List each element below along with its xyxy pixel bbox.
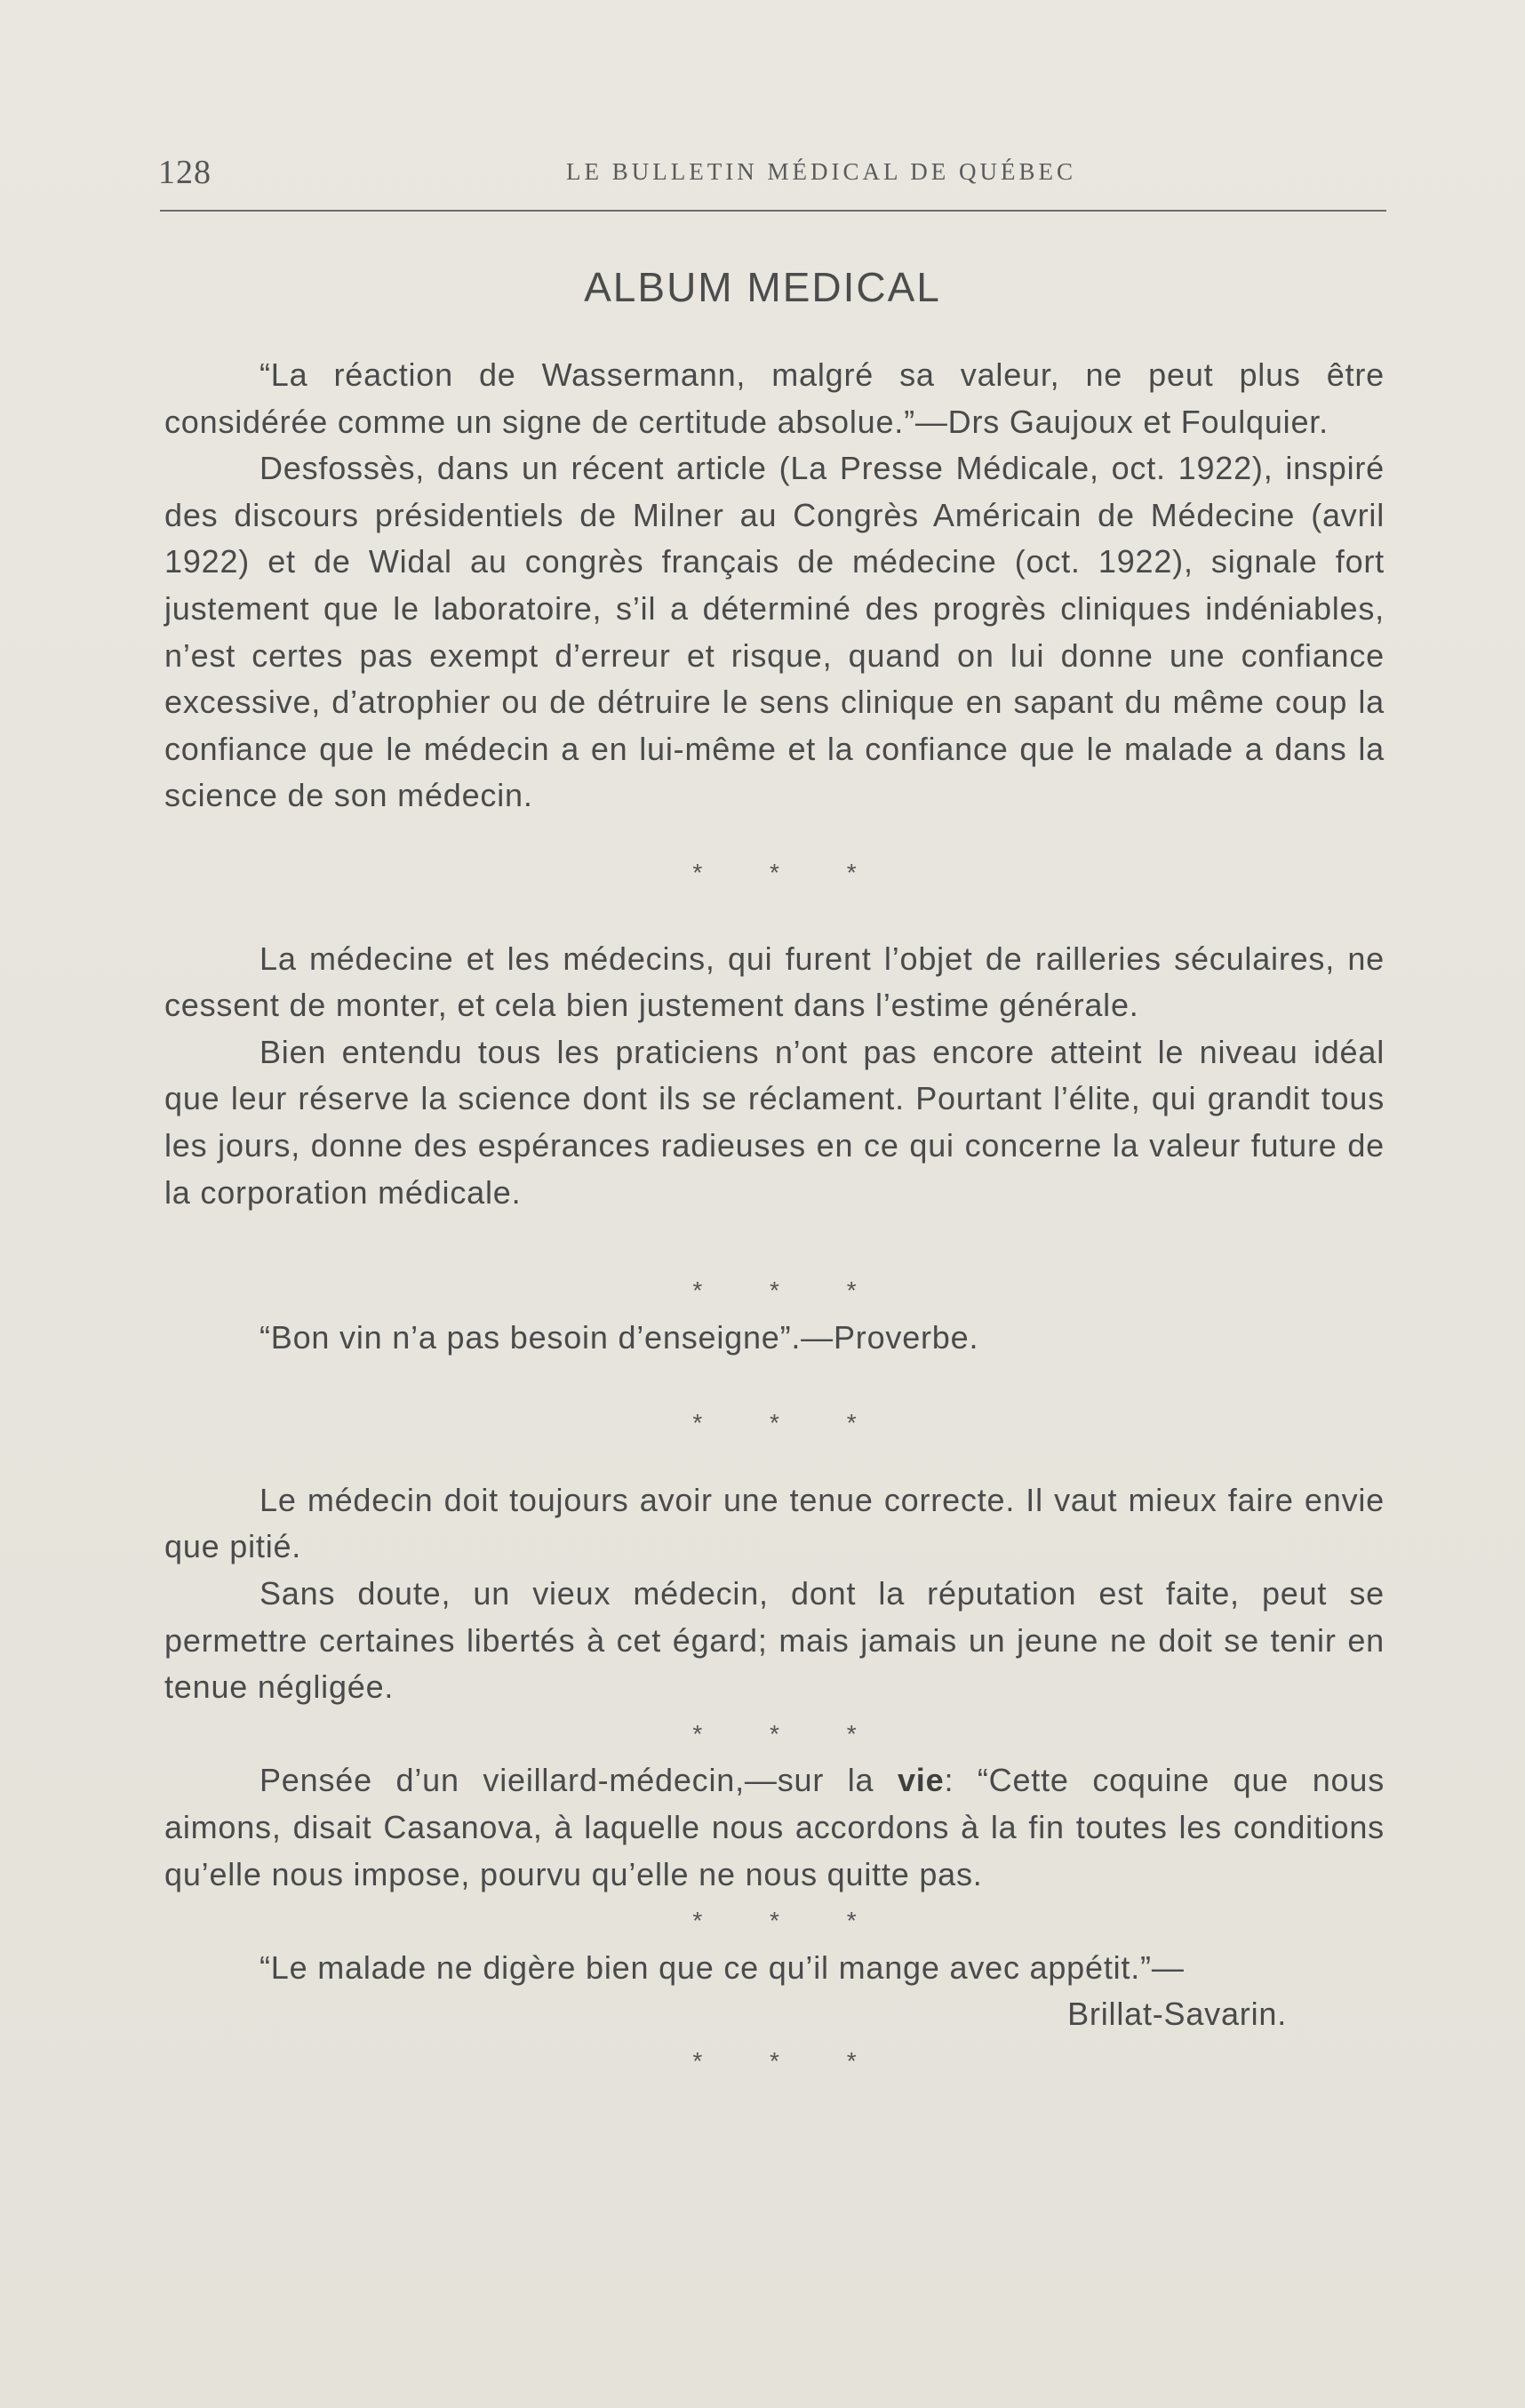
section-separator: * * * — [692, 1276, 887, 1305]
header-rule — [160, 210, 1386, 212]
article-title: ALBUM MEDICAL — [584, 264, 941, 310]
paragraph-desfosses: Desfossès, dans un récent article (La Presse Médicale, oct. 1922), inspiré des discours présidentiels de Milner au Congrès Américain de Médecine (avril 1922) et de Widal au congrès français de médecine (oct. 1922), signale fort justement que le laboratoire, s’il a déterminé des progrès cliniques indéniables, n’est certes pas exempt d’erreur et risque, quand on lui donne une confiance excessive, d’atrophier ou de détruire le sens clinique en sapant du même coup la confiance que le médecin a en lui-même et la confiance que le malade a dans la science de son médecin. — [164, 450, 1385, 814]
paragraph-proverbe: “Bon vin n’a pas besoin d’enseigne”.—Proverbe. — [259, 1318, 979, 1356]
paragraph-vieux-medecin: Sans doute, un vieux médecin, dont la réputation est faite, peut se permettre certaines libertés à cet égard; mais jamais un jeune ne doit se tenir en tenue négligée. — [164, 1575, 1385, 1706]
article-body — [164, 352, 1385, 2085]
section-separator: * * * — [692, 858, 887, 886]
brillat-attribution: Brillat-Savarin. — [1067, 1996, 1287, 2033]
paragraph-pensee — [164, 1757, 1385, 1898]
section-separator: * * * — [692, 1409, 887, 1437]
running-header — [158, 153, 1386, 199]
paragraph-praticiens: Bien entendu tous les praticiens n’ont pas encore atteint le niveau idéal que leur réserve la science dont ils se réclament. Pourtant l’élite, qui grandit tous les jours, donne des espérances radieuses en ce qui concerne la valeur future de la corporation médicale. — [164, 1033, 1385, 1211]
paragraph-medecine-estime: La médecine et les médecins, qui furent l’objet de railleries séculaires, ne cessent de monter, et cela bien justement dans l’estime générale. — [164, 940, 1385, 1024]
paragraph-tenue: Le médecin doit toujours avoir une tenue correcte. Il vaut mieux faire envie que pitié. — [164, 1481, 1385, 1565]
section-separator: * * * — [692, 2047, 887, 2075]
paragraph-brillat-quote: “Le malade ne digère bien que ce qu’il mange avec appétit.”— — [259, 1948, 1185, 1986]
page-number: 128 — [158, 154, 212, 191]
section-separator: * * * — [692, 1907, 887, 1935]
pensee-text-start: Pensée d’un vieillard-médecin,—sur la — [259, 1762, 898, 1799]
section-separator: * * * — [692, 1719, 887, 1748]
pensee-bold-word: vie — [897, 1762, 945, 1799]
journal-title: LE BULLETIN MÉDICAL DE QUÉBEC — [566, 158, 1076, 185]
pensee-text-end: : “Cette coquine que nous aimons, disait Casanova, à laquelle nous accordons à la fin toutes les conditions qu’elle nous impose, pourvu qu’elle ne nous quitte pas. — [164, 1762, 1385, 1892]
paragraph-wassermann-quote: “La réaction de Wassermann, malgré sa valeur, ne peut plus être considérée comme un signe de certitude absolue.”—Drs Gaujoux et Foulquier. — [164, 356, 1385, 440]
